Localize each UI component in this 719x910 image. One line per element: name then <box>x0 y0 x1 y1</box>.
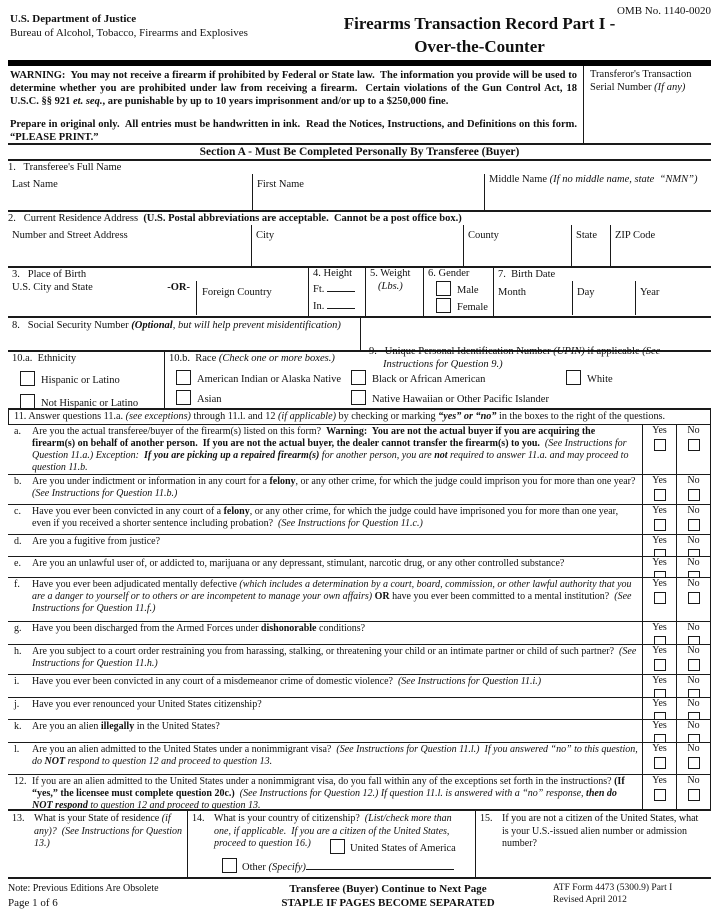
question-row-h <box>8 645 711 675</box>
no-label: No <box>687 698 700 709</box>
no-checkbox-e[interactable] <box>688 571 700 578</box>
no-cell <box>677 535 711 556</box>
question-row-12 <box>8 775 711 811</box>
street-cell[interactable]: Number and Street Address <box>12 230 128 241</box>
citizenship-cell <box>187 811 475 877</box>
no-label: No <box>687 622 700 633</box>
question-row-e <box>8 557 711 578</box>
yes-label: Yes <box>652 775 667 786</box>
yes-checkbox-j[interactable] <box>654 712 666 720</box>
q7-label: 7. Birth Date <box>498 269 556 280</box>
question-text-g: g. Have you been discharged from the Armed Forces under dishonorable conditions? <box>8 622 643 644</box>
yes-label: Yes <box>652 720 667 731</box>
form-page <box>8 0 711 909</box>
question-text-c: c. Have you ever been convicted in any court of a felony, or any other crime, for which the judge could have imprisoned you for more than one year, even if you received a shorter sentence including probation? (See Instructions for Question 11.c.) <box>8 505 643 534</box>
omb-number: OMB No. 1140-0020 <box>616 5 711 17</box>
race-option-asian: Asian <box>176 390 222 407</box>
ssn-cell[interactable]: 8. Social Security Number (Optional, but will help prevent misidentification) <box>12 320 341 331</box>
question-text-f: f. Have you ever been adjudicated mentally defective (which includes a determination by a court, board, commission, or other lawful authority that you are a danger to yourself or to others or are incompetent to manage your own affairs) OR have you ever been committed to a mental institution? (See Instructions for Question 11.f.) <box>8 578 643 621</box>
yes-cell <box>643 475 677 504</box>
gender-male-option: Male <box>436 281 493 298</box>
ethnicity-cell <box>8 352 164 408</box>
page-number: Page 1 of 6 <box>8 897 58 909</box>
no-label: No <box>687 475 700 486</box>
q2-label: 2. Current Residence Address (U.S. Postal abbreviations are acceptable. Cannot be a post office box.) <box>8 213 462 224</box>
question-text-j: j. Have you ever renounced your United States citizenship? <box>8 698 643 719</box>
no-label: No <box>687 578 700 589</box>
ethnicity-option-not-hispanic: Not Hispanic or Latino <box>20 394 164 411</box>
first-name-cell[interactable]: First Name <box>252 174 484 210</box>
yes-checkbox-b[interactable] <box>654 489 666 501</box>
q9-label: 9. Unique Personal Identification Number (UPIN) if applicable (See Instructions for Question 9.) <box>369 346 663 370</box>
no-checkbox-b[interactable] <box>688 489 700 501</box>
or-label: -OR- <box>167 282 190 293</box>
male-checkbox[interactable] <box>436 281 451 296</box>
us-city-state-cell[interactable]: U.S. City and State -OR- <box>8 281 196 315</box>
not-hispanic-checkbox[interactable] <box>20 394 35 409</box>
yes-cell <box>643 743 677 774</box>
question-row-l <box>8 743 711 775</box>
yes-label: Yes <box>652 475 667 486</box>
birth-day-cell[interactable]: Day <box>572 281 635 315</box>
question-row-j <box>8 698 711 720</box>
question-text-e: e. Are you an unlawful user of, or addicted to, marijuana or any depressant, stimulant, narcotic drug, or any other controlled substance? <box>8 557 643 577</box>
yes-checkbox-i[interactable] <box>654 689 666 698</box>
question-number: g. <box>14 623 22 634</box>
upin-cell[interactable] <box>360 318 711 370</box>
question-number: h. <box>14 646 22 657</box>
birth-date-cell <box>493 268 711 316</box>
row-residence-address <box>8 212 711 268</box>
last-name-cell[interactable]: Last Name <box>12 179 58 190</box>
staple-notice: STAPLE IF PAGES BECOME SEPARATED <box>281 897 495 909</box>
no-label: No <box>687 557 700 568</box>
question-text-i: i. Have you ever been convicted in any court of a misdemeanor crime of domestic violence? (See Instructions for Question 11.i.) <box>8 675 643 697</box>
yes-label: Yes <box>652 425 667 436</box>
q4-label: 4. Height <box>313 268 353 279</box>
yes-label: Yes <box>652 743 667 754</box>
height-in-blank[interactable] <box>327 299 355 309</box>
yes-label: Yes <box>652 578 667 589</box>
no-checkbox-c[interactable] <box>688 519 700 531</box>
q5-label: 5. Weight <box>370 268 411 279</box>
yes-cell <box>643 698 677 719</box>
lbs-label: (Lbs.) <box>378 281 403 292</box>
yes-cell <box>643 720 677 742</box>
question-text-a: a. Are you the actual transferee/buyer of the firearm(s) listed on this form? Warning: You are not the actual buyer if you are acquiring the firearm(s) on behalf of another person. If you are not the actual buyer, the dealer cannot transfer the firearm(s) to you. (See Instructions for Question 11.a.) Exception: If you are picking up a repaired firearm(s) for another person, you are not required to answer 11.a. and may proceed to question 11.b. <box>8 425 643 474</box>
other-checkbox[interactable] <box>222 858 237 873</box>
alien-number-cell[interactable] <box>475 811 711 877</box>
yes-checkbox-a[interactable] <box>654 439 666 451</box>
question-text-12: 12. If you are an alien admitted to the United States under a nonimmigrant visa, do you fall within any of the exceptions set forth in the instructions? (If “yes,” the licensee must complete question 20c.) (See Instructions for Question 12.) If question 11.l. is answered with a “no” response, then do NOT respond to question 12 and proceed to question 13. <box>8 775 643 809</box>
no-cell <box>677 720 711 742</box>
citizenship-usa-option: United States of America <box>330 839 456 856</box>
no-label: No <box>687 720 700 731</box>
no-checkbox-g[interactable] <box>688 636 700 645</box>
department-line: U.S. Department of Justice <box>10 13 137 25</box>
yes-label: Yes <box>652 505 667 516</box>
question-row-c <box>8 505 711 535</box>
citizenship-other-option: Other (Specify) <box>222 858 454 875</box>
question-number: d. <box>14 536 22 547</box>
question-number: j. <box>14 699 20 710</box>
question-row-d <box>8 535 711 557</box>
yes-cell <box>643 622 677 644</box>
county-cell[interactable]: County <box>463 225 571 266</box>
question-number: b. <box>14 476 22 487</box>
no-checkbox-f[interactable] <box>688 592 700 604</box>
zip-cell[interactable]: ZIP Code <box>610 225 711 266</box>
yes-checkbox-f[interactable] <box>654 592 666 604</box>
question-row-g <box>8 622 711 645</box>
no-label: No <box>687 505 700 516</box>
question-number: f. <box>14 579 20 590</box>
gender-cell <box>423 268 493 316</box>
revision-date: Revised April 2012 <box>553 895 627 905</box>
no-label: No <box>687 675 700 686</box>
warning-text <box>8 66 583 143</box>
warning-paragraph-2: Prepare in original only. All entries must be handwritten in ink. Read the Notices, Instructions, and Definitions on this form. “PLEASE PRINT.” <box>10 119 583 143</box>
row-transferee-name <box>8 161 711 212</box>
yes-checkbox-l[interactable] <box>654 757 666 769</box>
warning-section <box>8 66 711 145</box>
no-cell <box>677 475 711 504</box>
form-header <box>8 4 711 60</box>
q14-number: 14. <box>192 813 205 824</box>
height-cell[interactable]: 4. Height Ft. In. <box>308 268 365 316</box>
black-checkbox[interactable] <box>351 370 366 385</box>
yes-checkbox-d[interactable] <box>654 549 666 557</box>
form-title: Firearms Transaction Record Part I - Over-the-Counter <box>343 14 616 56</box>
yes-label: Yes <box>652 622 667 633</box>
yes-label: Yes <box>652 645 667 656</box>
yes-checkbox-12[interactable] <box>654 789 666 801</box>
yes-label: Yes <box>652 535 667 546</box>
question-number: k. <box>14 721 22 732</box>
question-number: e. <box>14 558 21 569</box>
question-text-d: d. Are you a fugitive from justice? <box>8 535 643 556</box>
form-id: ATF Form 4473 (5300.9) Part I <box>553 883 673 893</box>
yes-cell <box>643 425 677 474</box>
no-label: No <box>687 425 700 436</box>
question-text-h: h. Are you subject to a court order restraining you from harassing, stalking, or threatening your child or an intimate partner or child of such partner? (See Instructions for Question 11.h.) <box>8 645 643 674</box>
race-cell <box>164 352 711 408</box>
yes-label: Yes <box>652 698 667 709</box>
no-cell <box>677 775 711 809</box>
q1-label: 1. Transferee's Full Name <box>8 162 122 173</box>
place-of-birth-cell <box>8 268 308 316</box>
weight-cell[interactable] <box>365 268 423 316</box>
yes-checkbox-e[interactable] <box>654 571 666 578</box>
height-ft-blank[interactable] <box>327 282 355 292</box>
yes-checkbox-k[interactable] <box>654 734 666 743</box>
q3-label: 3. Place of Birth <box>12 269 87 280</box>
birth-year-cell[interactable]: Year <box>635 281 711 315</box>
q15-text: If you are not a citizen of the United States, what is your U.S.-issued alien number or admission number? <box>502 813 701 849</box>
bureau-line: Bureau of Alcohol, Tobacco, Firearms and Explosives <box>10 27 248 39</box>
no-cell <box>677 578 711 621</box>
q15-number: 15. <box>480 813 493 824</box>
question-row-a <box>8 425 711 475</box>
warning-paragraph-1: WARNING: You may not receive a firearm if prohibited by Federal or State law. The information you provide will be used to determine whether you are prohibited under law from receiving a firearm. Certain violations of the Gun Control Act, 18 U.S.C. §§ 921 et. seq., are punishable by up to 10 years imprisonment and/or up to a $250,000 fine. <box>10 70 580 107</box>
q13-text: What is your State of residence (if any)? (See Instructions for Question 13.) <box>34 813 185 849</box>
no-label: No <box>687 535 700 546</box>
question-number: i. <box>14 676 20 687</box>
yes-cell <box>643 645 677 674</box>
middle-name-cell[interactable]: Middle Name (If no middle name, state “NMN”) <box>484 174 711 210</box>
ethnicity-option-hispanic: Hispanic or Latino <box>20 371 164 388</box>
no-checkbox-a[interactable] <box>688 439 700 451</box>
q10a-label: 10.a. Ethnicity <box>12 353 77 364</box>
row-birth-height-weight <box>8 268 711 318</box>
gender-female-option: Female <box>436 298 493 315</box>
no-cell <box>677 698 711 719</box>
q6-label: 6. Gender <box>428 268 470 279</box>
white-checkbox[interactable] <box>566 370 581 385</box>
hawaiian-checkbox[interactable] <box>351 390 366 405</box>
question-text-b: b. Are you under indictment or information in any court for a felony, or any other crime, for which the judge could imprison you for more than one year? (See Instructions for Question 11.b.) <box>8 475 643 504</box>
foreign-country-cell[interactable]: Foreign Country <box>196 281 308 315</box>
section-a-header: Section A - Must Be Completed Personally By Transferee (Buyer) <box>8 145 711 161</box>
question-text-l: l. Are you an alien admitted to the United States under a nonimmigrant visa? (See Instructions for Question 11.l.) If you answered “no” to this question, do NOT respond to question 12 and proceed to question 13. <box>8 743 643 774</box>
q10b-label: 10.b. Race (Check one or more boxes.) <box>169 353 335 364</box>
question-row-b <box>8 475 711 505</box>
no-cell <box>677 622 711 644</box>
no-cell <box>677 645 711 674</box>
no-checkbox-i[interactable] <box>688 689 700 698</box>
american-indian-checkbox[interactable] <box>176 370 191 385</box>
form-footer <box>8 879 711 910</box>
question-row-k <box>8 720 711 743</box>
yes-cell <box>643 578 677 621</box>
q14-text: What is your country of citizenship? (List/check more than one, if applicable. If you are a citizen of the United States, proceed to question 16.) <box>214 813 455 849</box>
no-checkbox-k[interactable] <box>688 734 700 743</box>
no-checkbox-l[interactable] <box>688 757 700 769</box>
female-checkbox[interactable] <box>436 298 451 313</box>
no-cell <box>677 557 711 577</box>
state-cell[interactable]: State <box>571 225 610 266</box>
hispanic-checkbox[interactable] <box>20 371 35 386</box>
race-option-hawaiian: Native Hawaiian or Other Pacific Islander <box>351 390 549 407</box>
question-row-i <box>8 675 711 698</box>
yes-cell <box>643 557 677 577</box>
no-label: No <box>687 743 700 754</box>
no-checkbox-d[interactable] <box>688 549 700 557</box>
yes-label: Yes <box>652 557 667 568</box>
usa-checkbox[interactable] <box>330 839 345 854</box>
other-specify-blank[interactable] <box>306 860 454 870</box>
question-row-f <box>8 578 711 622</box>
yes-cell <box>643 675 677 697</box>
question-text-k: k. Are you an alien illegally in the United States? <box>8 720 643 742</box>
yes-cell <box>643 505 677 534</box>
question-number: l. <box>14 744 20 755</box>
questions-container <box>8 425 711 811</box>
transferor-serial-box[interactable]: Transferor's Transaction Serial Number (If any) <box>583 66 711 143</box>
continue-notice: Transferee (Buyer) Continue to Next Page <box>289 883 487 895</box>
state-residence-cell[interactable] <box>8 811 187 877</box>
note-obsolete: Note: Previous Editions Are Obsolete <box>8 883 159 894</box>
no-checkbox-12[interactable] <box>688 789 700 801</box>
yes-cell <box>643 535 677 556</box>
question-number: 12. <box>14 776 27 787</box>
row-13-14-15 <box>8 811 711 879</box>
yes-checkbox-g[interactable] <box>654 636 666 645</box>
q13-number: 13. <box>12 813 25 824</box>
row-ethnicity-race <box>8 352 711 410</box>
city-cell[interactable]: City <box>251 225 463 266</box>
yes-checkbox-c[interactable] <box>654 519 666 531</box>
question-11-intro: 11. Answer questions 11.a. (see exceptions) through 11.l. and 12 (if applicable) by checking or marking “yes” or “no” in the boxes to the right of the questions. <box>8 410 711 425</box>
race-option-american-indian: American Indian or Alaska Native <box>176 370 341 387</box>
yes-label: Yes <box>652 675 667 686</box>
no-label: No <box>687 645 700 656</box>
race-option-white: White <box>566 370 613 387</box>
question-number: c. <box>14 506 21 517</box>
no-cell <box>677 743 711 774</box>
no-label: No <box>687 775 700 786</box>
question-number: a. <box>14 426 21 437</box>
yes-checkbox-h[interactable] <box>654 659 666 671</box>
no-cell <box>677 675 711 697</box>
no-checkbox-j[interactable] <box>688 712 700 720</box>
asian-checkbox[interactable] <box>176 390 191 405</box>
birth-month-cell[interactable]: Month <box>498 287 527 298</box>
yes-cell <box>643 775 677 809</box>
race-option-black: Black or African American <box>351 370 485 387</box>
no-cell <box>677 505 711 534</box>
no-cell <box>677 425 711 474</box>
no-checkbox-h[interactable] <box>688 659 700 671</box>
